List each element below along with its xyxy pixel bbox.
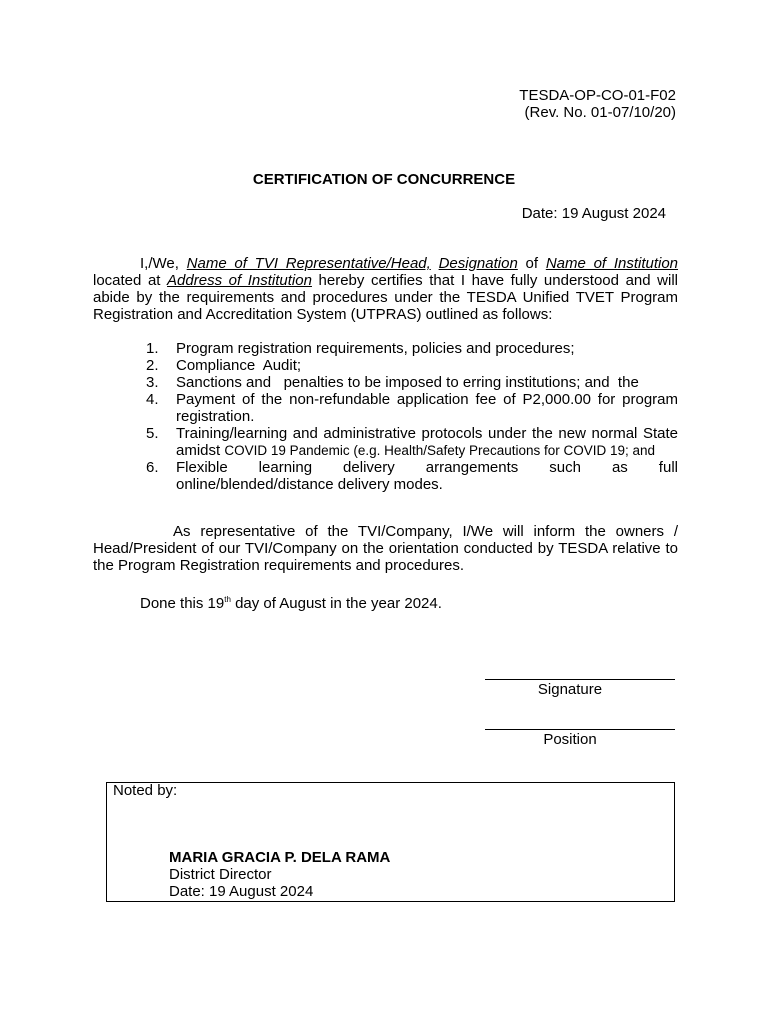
officer-title: District Director <box>169 866 272 883</box>
intro-rest: hereby certifies that I have fully understood and will abide by the requirements and procedures under the TESDA Unified TVET Program Registration and Accreditation System (UTPRAS) outlined as follows: <box>93 272 678 323</box>
officer-date: Date: 19 August 2024 <box>169 883 314 900</box>
list-item: 5. Training/learning and administrative protocols under the new normal State amidst COVID 19 Pandemic (e.g. Health/Safety Precautions for COVID 19; and <box>146 425 678 459</box>
signature-label: Signature <box>537 681 603 698</box>
representative-paragraph: As representative of the TVI/Company, I/We will inform the owners / Head/President of our TVI/Company on the orientation conducted by TESDA relative to the Program Registration requirements and procedures. <box>93 523 678 574</box>
form-code: TESDA-OP-CO-01-F02 <box>519 87 676 104</box>
position-label: Position <box>543 731 597 748</box>
designation-field: Designation <box>438 255 518 272</box>
intro-prefix: I,/We, <box>140 255 179 272</box>
list-item: 2. Compliance Audit; <box>146 357 302 374</box>
requirements-list <box>140 340 678 493</box>
list-item: 1. Program registration requirements, policies and procedures; <box>146 340 575 357</box>
noted-by-label: Noted by: <box>113 782 178 799</box>
located-at-text: located at <box>93 272 161 289</box>
institution-field: Name of Institution <box>545 255 679 272</box>
done-line: Done this 19th day of August in the year 2024. <box>140 595 442 612</box>
document-date: Date: 19 August 2024 <box>521 205 666 222</box>
form-revision: (Rev. No. 01-07/10/20) <box>524 104 676 121</box>
officer-name: MARIA GRACIA P. DELA RAMA <box>169 849 391 866</box>
of-word: of <box>525 255 539 272</box>
signature-line <box>485 679 675 680</box>
document-title: CERTIFICATION OF CONCURRENCE <box>252 171 516 188</box>
list-item: 6. Flexible learning delivery arrangements such as full online/blended/distance delivery modes. <box>146 459 678 493</box>
intro-paragraph <box>93 255 678 323</box>
list-item: 3. Sanctions and penalties to be imposed to erring institutions; and the <box>146 374 639 391</box>
list-item: 4. Payment of the non-refundable application fee of P2,000.00 for program registration. <box>146 391 678 425</box>
position-line <box>485 729 675 730</box>
form-code-block <box>519 87 676 121</box>
rep-name-field: Name of TVI Representative/Head, <box>186 255 431 272</box>
address-field: Address of Institution <box>167 272 312 289</box>
